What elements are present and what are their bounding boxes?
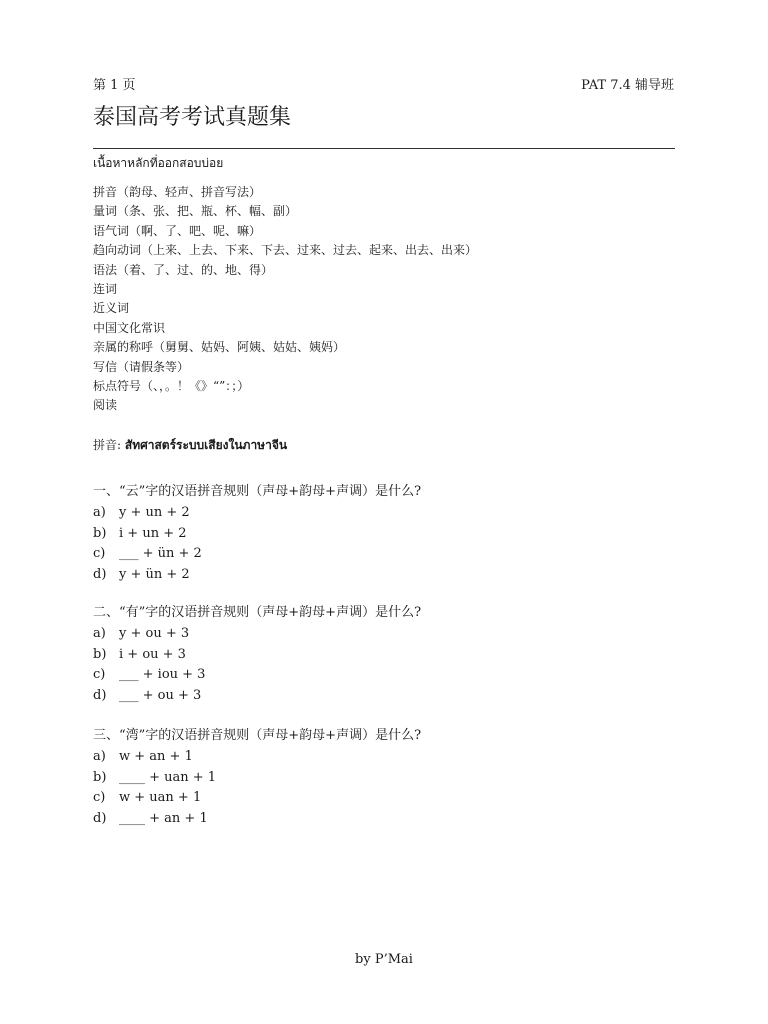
option-list [93, 747, 421, 829]
option-text: ____ + an + 1 [119, 810, 208, 826]
option-item [93, 747, 421, 768]
subtitle: เนื้อหาหลักที่ออกสอบบ่อย [93, 156, 224, 170]
option-letter: b) [93, 646, 107, 662]
option-text: w + an + 1 [119, 749, 193, 764]
question-block [93, 726, 421, 829]
topic-list [93, 183, 477, 416]
question-text: 一、“云”字的汉语拼音规则（声母+韵母+声调）是什么? [93, 484, 422, 499]
option-text: y + un + 2 [119, 505, 190, 520]
topic-item: 量词（条、张、把、瓶、杯、幅、副） [93, 204, 298, 219]
option-letter: b) [93, 525, 107, 541]
page-number: 第 1 页 [93, 78, 136, 93]
option-letter: a) [93, 749, 106, 764]
option-letter: d) [93, 566, 107, 582]
option-item [93, 524, 421, 545]
option-item [93, 686, 421, 707]
question-text: 二、“有”字的汉语拼音规则（声母+韵母+声调）是什么? [93, 605, 422, 620]
option-text: ___ + ün + 2 [119, 546, 202, 561]
question-block [93, 482, 421, 585]
option-text: ___ + iou + 3 [119, 667, 206, 682]
option-item [93, 788, 421, 809]
option-item [93, 665, 421, 686]
option-item [93, 645, 421, 666]
option-item [93, 624, 421, 645]
question-text: 三、“湾”字的汉语拼音规则（声母+韵母+声调）是什么? [93, 728, 422, 743]
topic-item: 标点符号（、，。！《》“”：；） [93, 379, 250, 394]
topic-item: 拼音（韵母、轻声、拼音写法） [93, 185, 262, 199]
option-list [93, 503, 421, 585]
topic-item: 语气词（啊、了、吧、呢、嘛） [93, 223, 262, 238]
option-item [93, 565, 421, 586]
topic-item: 连词 [93, 282, 118, 297]
footer-credit: by P’Mai [355, 952, 413, 967]
option-item [93, 503, 421, 524]
section-thai-title: สัทศาสตร์ระบบเสียงในภาษาจีน [124, 438, 288, 452]
option-list [93, 624, 421, 706]
topic-item: 趋向动词（上来、上去、下来、下去、过来、过去、起来、出去、出来） [93, 243, 478, 258]
option-text: i + ou + 3 [119, 646, 186, 662]
option-letter: d) [93, 810, 107, 826]
option-text: ___ + ou + 3 [119, 687, 202, 703]
page-title: 泰国高考考试真题集 [93, 105, 292, 130]
option-letter: c) [93, 790, 106, 805]
option-item [93, 544, 421, 565]
topic-item: 写信（请假条等） [93, 359, 190, 374]
option-item [93, 768, 421, 789]
option-letter: d) [93, 687, 107, 703]
option-letter: b) [93, 769, 107, 785]
option-letter: a) [93, 505, 106, 520]
option-text: w + uan + 1 [119, 790, 202, 805]
option-text: ____ + uan + 1 [119, 769, 217, 785]
question-block [93, 603, 421, 706]
title-divider [93, 148, 675, 149]
topic-item: 语法（着、了、过、的、地、得） [93, 262, 274, 277]
section-heading [93, 436, 287, 455]
option-letter: c) [93, 667, 106, 682]
topic-item: 阅读 [93, 398, 118, 413]
option-letter: c) [93, 546, 106, 561]
section-label: 拼音: [93, 438, 122, 452]
option-text: y + ou + 3 [119, 626, 190, 641]
option-item [93, 809, 421, 830]
option-text: y + ün + 2 [119, 566, 190, 582]
option-text: i + un + 2 [119, 525, 187, 541]
option-letter: a) [93, 626, 106, 641]
class-name: PAT 7.4 辅导班 [581, 78, 674, 93]
topic-item: 近义词 [93, 301, 130, 316]
topic-item: 中国文化常识 [93, 320, 166, 335]
topic-item: 亲属的称呼（舅舅、姑妈、阿姨、姑姑、姨妈） [93, 340, 346, 355]
